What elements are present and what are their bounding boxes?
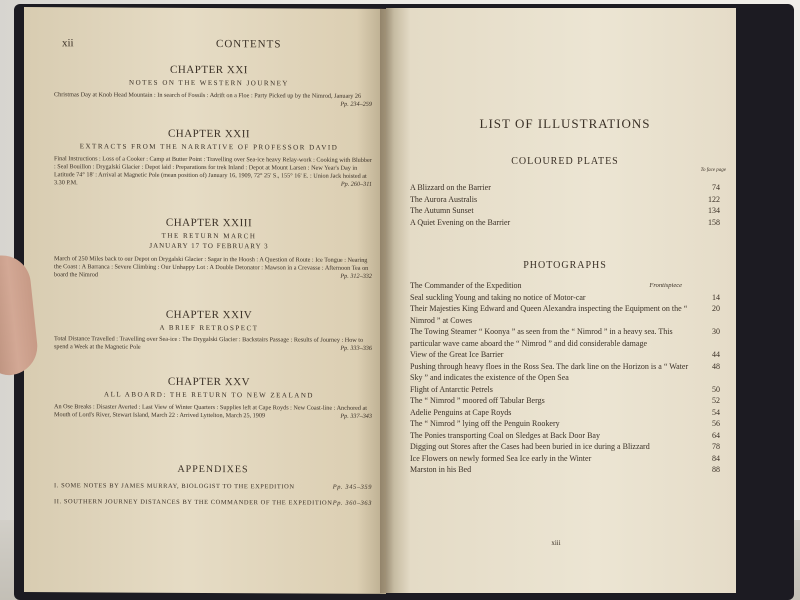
chapter-summary-text: Total Distance Travelled : Travelling over Sea-ice : The Drygalski Glacier : Backstairs Passage : Results of Journey : How to spend a Week at the Magnetic Pole [54,335,364,351]
chapter-title: NOTES ON THE WESTERN JOURNEY [129,78,289,88]
list-item [410,395,720,407]
chapter-number: CHAPTER XXIV [165,308,253,322]
chapter-summary [54,335,372,353]
coloured-plates-heading: COLOURED PLATES [511,156,619,167]
chapter-pages: Pp. 234–259 [340,100,372,108]
appendix-item [54,482,372,492]
photo-page: 44 [712,350,720,359]
list-item [410,280,720,292]
chapter-pages: Pp. 312–332 [340,272,372,281]
list-item [410,418,720,430]
appendixes-section [54,463,372,508]
chapter-number: CHAPTER XXII [167,127,251,141]
plate-page: 122 [708,194,720,204]
photo-title: Digging out Stores after the Cases had been buried in ice during a Blizzard [410,442,650,451]
right-page-number: xiii [551,539,561,547]
photo-title: Flight of Antarctic Petrels [410,384,493,394]
photo-page: 78 [712,442,720,451]
photo-page: 30 [712,327,720,336]
chapter-dates: JANUARY 17 TO FEBRUARY 3 [149,241,269,251]
chapter-heading [54,375,364,400]
photo-title: Adelie Penguins at Cape Royds [410,407,512,417]
chapter-summary-text: Final Instructions : Loss of a Cooker : Camp at Butter Point : Travelling over Sea-ice heavy Relay-work : Cooking with Blubber : Seal Bouillon : Drygalski Glacier : Depot laid : Preparations for trek Inland : Depot at Mount Larsen : New Year's Day in Latitude 74° 18' : Arrival at Magnetic Pole (mean position of) January 16, 1909, 72° 25' S., 155° 16' E. : Union Jack hoisted at 3.30 P.M. [54,155,372,187]
photo-title: Their Majesties King Edward and Queen Alexandra inspecting the Equipment on the “ Nimrod ” at Cowes [410,304,688,325]
photo-title: The Ponies transporting Coal on Sledges at Back Door Bay [410,430,600,440]
running-head: CONTENTS [216,38,282,51]
plate-page: 74 [712,183,720,192]
right-page [386,8,736,593]
list-item [410,217,720,229]
left-page-number: xii [62,37,74,50]
chapter-summary [54,403,372,421]
chapter-number: CHAPTER XXV [167,375,251,389]
illustrations-title: LIST OF ILLUSTRATIONS [479,116,651,131]
appendix-label: I. SOME NOTES BY JAMES MURRAY, BIOLOGIST TO THE EXPEDITION [54,482,295,491]
appendix-pages: Pp. 345–359 [332,483,372,491]
photo-title: View of the Great Ice Barrier [410,350,504,359]
chapter-summary [54,155,372,189]
photo-page: 50 [712,384,720,394]
photo-page: 20 [712,304,720,313]
photo-page: 14 [712,292,720,302]
list-item [410,182,720,194]
photo-page: 52 [712,396,720,405]
chapter-title: ALL ABOARD: THE RETURN TO NEW ZEALAND [104,390,314,400]
chapter-heading [54,216,364,251]
photo-page: 48 [712,361,720,371]
appendix-pages: Pp. 360–363 [332,499,372,507]
list-item [410,407,720,419]
photo-page: 88 [712,465,720,474]
coloured-plates-list [410,182,720,228]
list-item [410,430,720,442]
photo-page: 84 [712,453,720,463]
plate-title: A Quiet Evening on the Barrier [410,217,511,227]
chapter-number: CHAPTER XXIII [165,216,253,230]
chapter-summary-text: An Ose Breaks : Disaster Averted : Last View of Winter Quarters : Supplies left at Cape Royds : New Coast-line : Anchored at Mouth of Lord's River, Stewart Island, March 22 : Arrived Lyttelton, March 25, 1909 [54,403,367,420]
chapter-pages: Pp. 260–311 [340,180,372,189]
chapter-number: CHAPTER XXI [170,63,248,77]
photo-title: The “ Nimrod ” lying off the Penguin Rookery [410,419,560,428]
book-gutter [380,8,394,593]
photo-page: 56 [712,419,720,428]
chapter-title: A BRIEF RETROSPECT [159,323,259,333]
photo-title: The Commander of the Expedition [410,281,522,290]
photo-title: Marston in his Bed [410,465,472,474]
list-item [410,205,720,217]
frontispiece-label: Frontispiece [649,282,682,289]
plate-title: The Aurora Australis [410,194,478,204]
photo-title: Ice Flowers on newly formed Sea Ice early in the Winter [410,453,592,463]
plate-page: 158 [708,217,720,227]
appendixes-heading: APPENDIXES [177,463,249,476]
list-item [410,349,720,361]
list-item [410,326,720,349]
list-item [410,194,720,206]
list-item [410,292,720,304]
appendix-label: II. SOUTHERN JOURNEY DISTANCES BY THE COMMANDER OF THE EXPEDITION [54,498,333,507]
chapter-summary [54,91,372,109]
plate-title: A Blizzard on the Barrier [410,183,491,192]
chapter-heading [54,127,364,152]
chapter-heading [54,308,364,333]
to-face-label: To face page [700,168,726,173]
chapter-pages: Pp. 333–336 [340,344,372,352]
list-item [410,453,720,465]
chapter-summary-text: Christmas Day at Knob Head Mountain : In search of Fossils : Adrift on a Floe : Party Picked up by the Nimrod, January 26 [54,91,362,100]
list-item [410,464,720,476]
photo-title: The Towing Steamer “ Koonya ” as seen from the “ Nimrod ” in a heavy sea. This particular wave came aboard the “ Nimrod ” and did considerable damage [410,327,673,348]
chapter-summary-text: March of 250 Miles back to our Depot on Drygalski Glacier : Sagar in the Hoosh : A Question of Route : Ice Tongue : Nearing the Coast : A Barranca : Severe Climbing : Our Unhappy Lot : A Double Detonator : Mawson in a Crevasse : Afternoon Tea on board the Nimrod [54,255,369,279]
chapter-title: EXTRACTS FROM THE NARRATIVE OF PROFESSOR DAVID [79,142,339,152]
photo-title: Seal suckling Young and taking no notice of Motor-car [410,292,586,302]
photo-page: 54 [712,407,720,417]
plate-page: 134 [708,206,720,215]
list-item [410,361,720,384]
list-item [410,384,720,396]
plate-title: The Autumn Sunset [410,206,474,215]
chapter-title: THE RETURN MARCH [161,231,257,241]
photo-title: Pushing through heavy floes in the Ross Sea. The dark line on the Horizon is a “ Water Sky ” and indicates the existence of the Open Sea [410,361,689,382]
appendix-item [54,498,372,508]
chapter-summary [54,255,372,281]
photographs-list [410,280,720,476]
list-item [410,441,720,453]
photo-page: 64 [712,430,720,440]
chapter-heading [54,63,364,88]
chapter-pages: Pp. 337–343 [340,412,372,420]
list-item [410,303,720,326]
left-page [24,7,386,594]
photo-title: The “ Nimrod ” moored off Tabular Bergs [410,396,545,405]
photographs-heading: PHOTOGRAPHS [523,260,607,271]
